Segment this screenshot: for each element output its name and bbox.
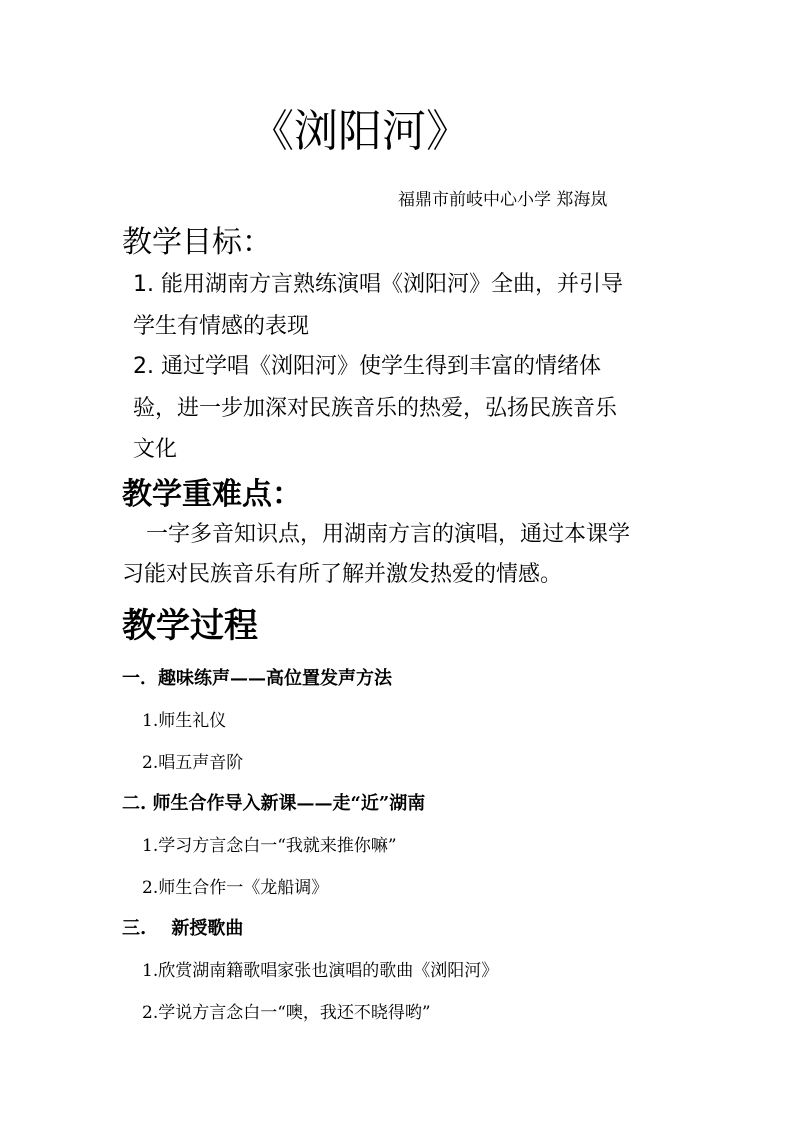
goals-line: 2. 通过学唱《浏阳河》使学生得到丰富的情绪体: [133, 354, 601, 379]
process-section-title: 二. 师生合作导入新课——走“近”湖南: [122, 793, 426, 814]
document-title: 《浏阳河》: [250, 106, 470, 157]
difficulties-heading: 教学重难点：: [122, 477, 302, 512]
process-item: 1.学习方言念白一“我就来推你嘛”: [142, 836, 397, 856]
goals-line: 1. 能用湖南方言熟练演唱《浏阳河》全曲，并引导: [133, 272, 623, 297]
process-section-title: 三. 新授歌曲: [122, 918, 244, 939]
author-line: 福鼎市前岐中心小学 郑海岚: [398, 190, 608, 210]
process-item: 1.师生礼仪: [142, 711, 227, 731]
goals-line: 文化: [133, 437, 178, 462]
process-item: 2.学说方言念白一“噢，我还不晓得哟”: [142, 1003, 431, 1023]
difficulties-line: 习能对民族音乐有所了解并激发热爱的情感。: [122, 562, 563, 587]
difficulties-line: 一字多音知识点，用湖南方言的演唱，通过本课学: [146, 522, 631, 547]
process-heading: 教学过程: [122, 606, 258, 646]
process-section-title: 一．趣味练声——高位置发声方法: [122, 668, 392, 689]
process-item: 1.欣赏湖南籍歌唱家张也演唱的歌曲《浏阳河》: [142, 961, 499, 981]
process-item: 2.师生合作一《龙船调》: [142, 878, 329, 898]
process-item: 2.唱五声音阶: [142, 753, 244, 773]
goals-line: 学生有情感的表现: [133, 314, 310, 339]
goals-heading: 教学目标：: [122, 225, 272, 260]
goals-line: 验，进一步加深对民族音乐的热爱，弘扬民族音乐: [133, 396, 618, 421]
